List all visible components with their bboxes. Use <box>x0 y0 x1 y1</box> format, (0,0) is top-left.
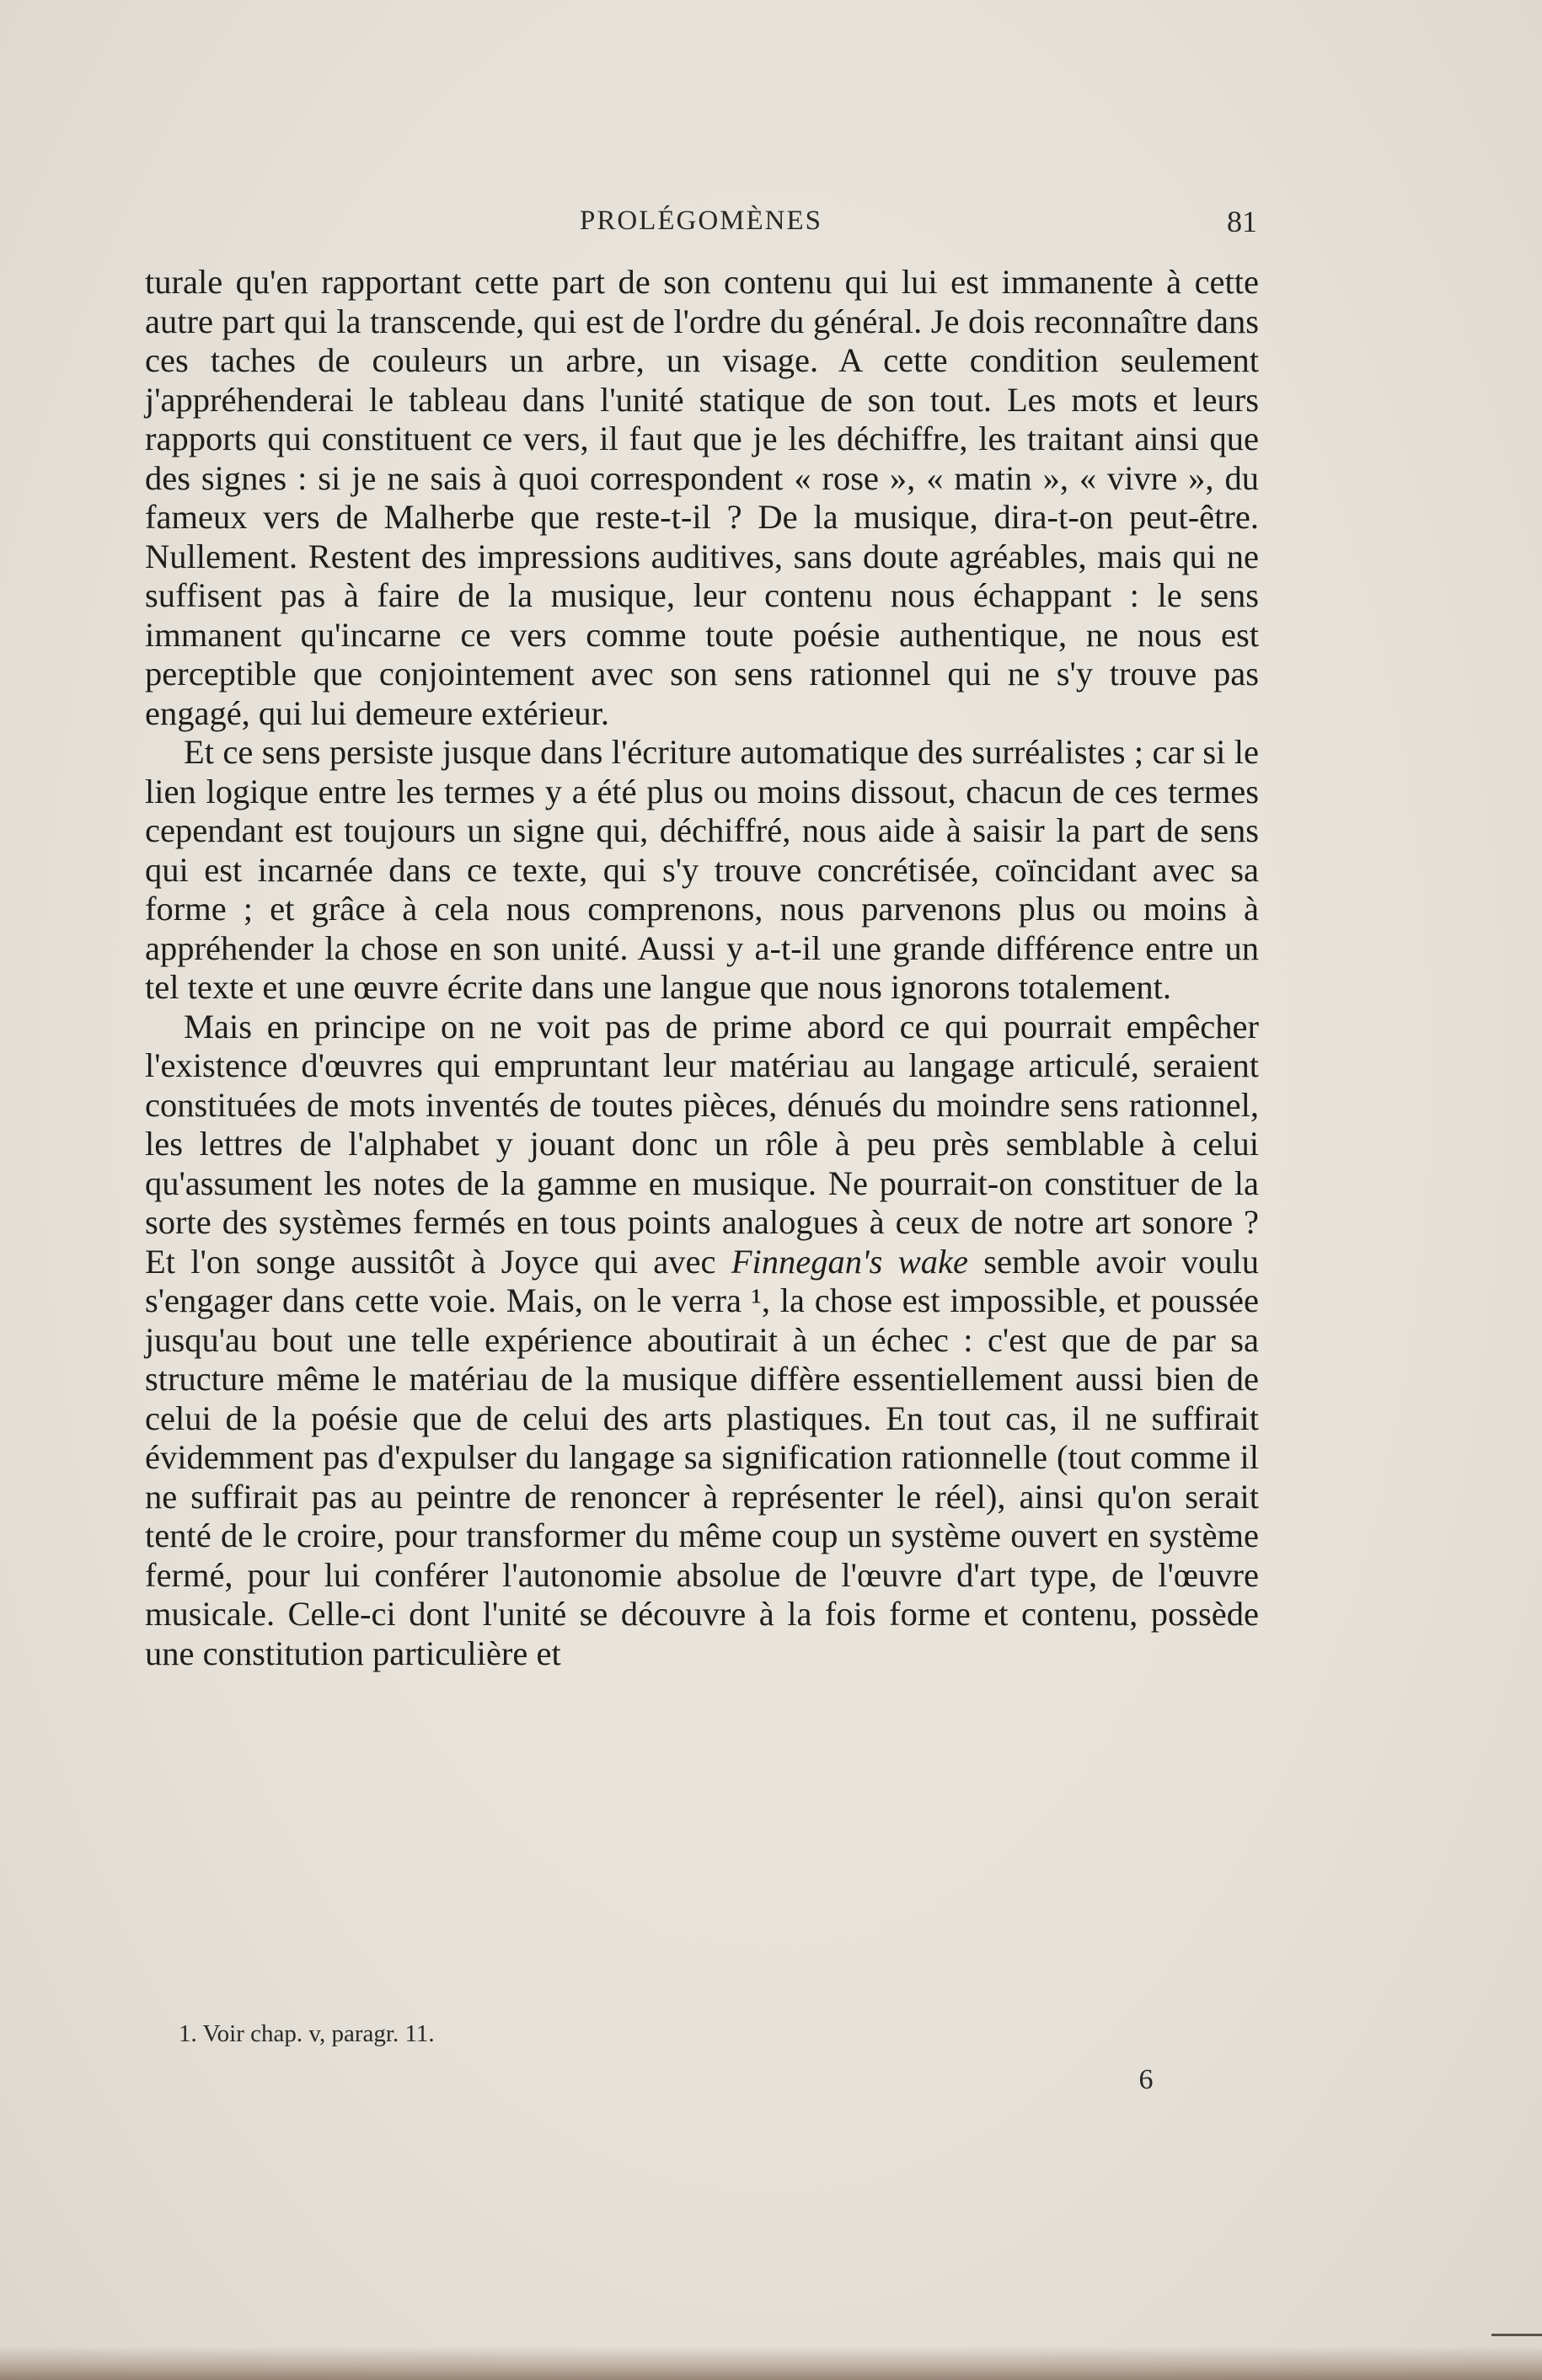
paragraph-3-part-c: , la chose est impossible, et poussée jusqu'au bout une telle expérience aboutirait à un échec : c'est que de par sa structure même le matériau de la musique diffère essentiellement aussi bien de celui de la poésie que de celui des arts plastiques. En tout cas, il ne suffirait évidemment pas d'expulser du langage sa signification rationnelle (tout comme il ne suffirait pas au peintre de renoncer à représenter le réel), ainsi qu'on serait tenté de le croire, pour transformer du même coup un système ouvert en système fermé, pour lui conférer l'autonomie absolue de l'œuvre d'art type, de l'œuvre musicale. Celle-ci dont l'unité se découvre à la fois forme et contenu, possède une constitution particulière et <box>145 1281 1259 1672</box>
paragraph-3-part-a: Mais en principe on ne voit pas de prime abord ce qui pourrait empêcher l'existence d'œuvres qui empruntant leur matériau au langage articulé, seraient constituées de mots inventés de toutes pièces, dénués du moindre sens rationnel, les lettres de l'alphabet y jouant donc un rôle à peu près semblable à celui qu'assument les notes de la gamme en musique. Ne pourrait-on constituer de la sorte des systèmes fermés en tous points analogues à ceux de notre art sonore ? Et l'on songe aussitôt à Joyce qui avec <box>145 1007 1259 1281</box>
page-number: 81 <box>1227 205 1257 238</box>
book-title-italic: Finnegan's wake <box>731 1242 968 1281</box>
paragraph-3-part-b: semble avoir voulu s'engager dans cette voie. Mais, on le verra <box>145 1242 1259 1319</box>
paragraph-2: Et ce sens persiste jusque dans l'écriture automatique des surréalistes ; car si le lien logique entre les termes y a été plus ou moins dissout, chacun de ces termes cependant est toujours un signe qui, déchiffré, nous aide à saisir la part de sens qui est incarnée dans ce texte, qui s'y trouve concrétisée, coïncidant avec sa forme ; et grâce à cela nous comprenons, nous parvenons plus ou moins à appréhender la chose en son unité. Aussi y a-t-il une grande différence entre un tel texte et une œuvre écrite dans une langue que nous ignorons totalement. <box>145 733 1259 1006</box>
page-edge-mark <box>1491 2334 1542 2336</box>
footnote: 1. Voir chap. v, paragr. 11. <box>179 2020 435 2047</box>
paragraph-3 <box>145 1008 1259 1674</box>
running-head <box>145 202 1257 244</box>
paragraph-1: turale qu'en rapportant cette part de son contenu qui lui est immanente à cette autre part qui la transcende, qui est de l'ordre du général. Je dois reconnaître dans ces taches de couleurs un arbre, un visage. A cette condition seulement j'appréhenderai le tableau dans l'unité statique de son tout. Les mots et leurs rapports qui constituent ce vers, il faut que je les déchiffre, les traitant ainsi que des signes : si je ne sais à quoi correspondent « rose », « matin », « vivre », du fameux vers de Malherbe que reste-t-il ? De la musique, dira-t-on peut-être. Nullement. Restent des impressions auditives, sans doute agréables, mais qui ne suffisent pas à faire de la musique, leur contenu nous échappant : le sens immanent qu'incarne ce vers comme toute poésie authentique, ne nous est perceptible que conjointement avec son sens rationnel qui ne s'y trouve pas engagé, qui lui demeure extérieur. <box>145 263 1259 732</box>
signature-mark: 6 <box>1138 2064 1154 2095</box>
body-text <box>145 263 1259 1673</box>
footnote-reference: ¹ <box>751 1281 762 1319</box>
running-title: PROLÉGOMÈNES <box>579 206 823 236</box>
